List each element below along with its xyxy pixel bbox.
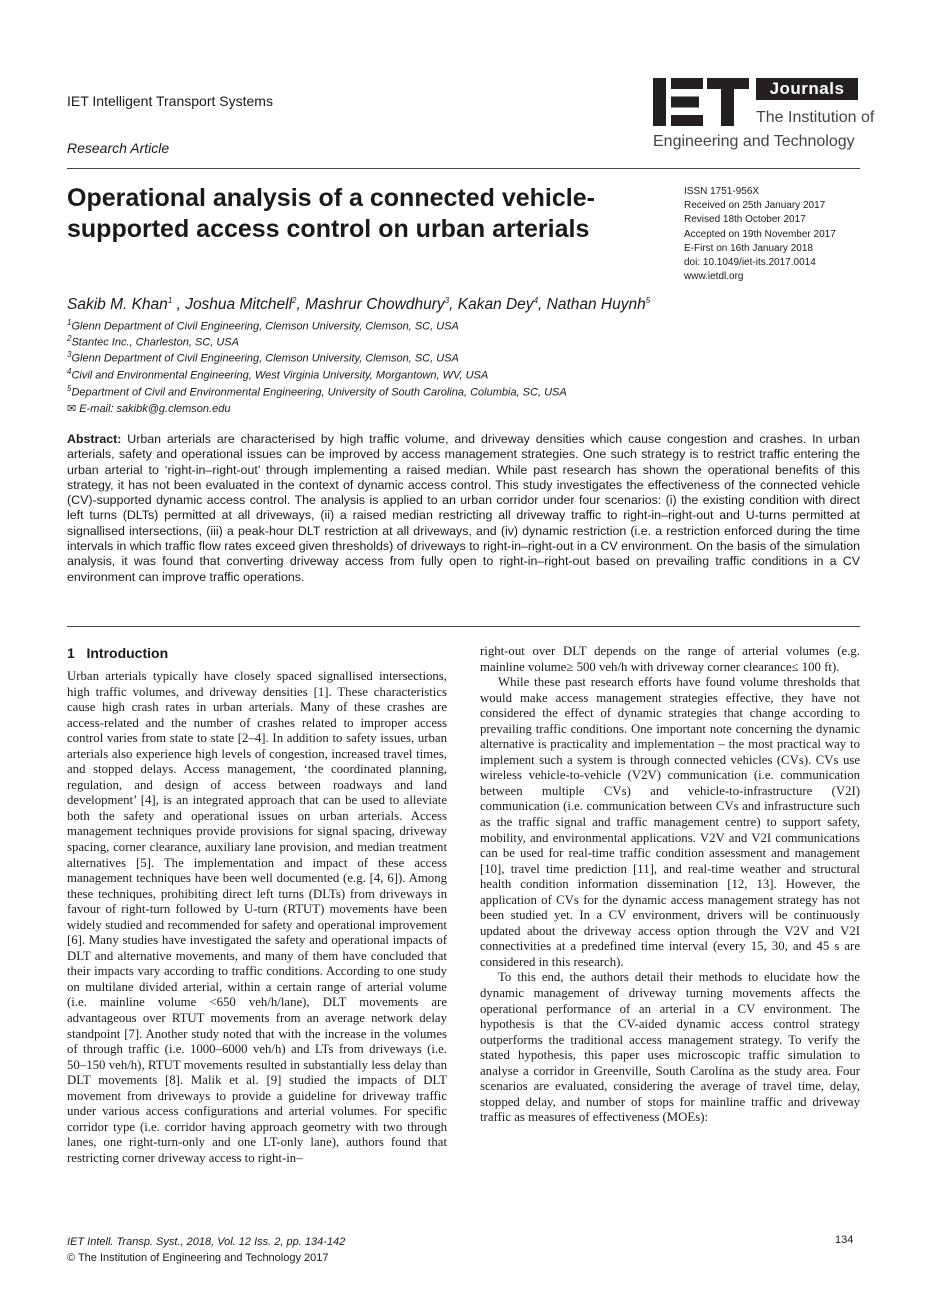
paragraph: right-out over DLT depends on the range of arterial volumes (e.g. mainline volume≥ 500 veh/h with driveway corner clearance≤ 100 ft). <box>480 644 860 674</box>
author-separator: , <box>172 296 186 314</box>
iet-journals-logo <box>653 76 875 156</box>
affiliation-text: Department of Civil and Environmental Engineering, University of South Carolina, Columbia, SC, USA <box>71 386 567 399</box>
received-date: Received on 25th January 2017 <box>684 200 826 212</box>
top-divider <box>67 168 860 169</box>
author-affiliation-mark: 1 <box>167 296 173 305</box>
right-text-column <box>480 644 860 1126</box>
author-name: Kakan Dey <box>457 296 534 314</box>
affiliation-number: 2 <box>67 334 72 343</box>
revised-date: Revised 18th October 2017 <box>684 214 806 226</box>
affiliation-text: Stantec Inc., Charleston, SC, USA <box>71 336 239 349</box>
author-name: Mashrur Chowdhury <box>305 296 445 314</box>
author-affiliation-mark: 5 <box>645 296 651 305</box>
affiliation-line <box>67 367 488 382</box>
email-address[interactable]: E-mail: sakibk@g.clemson.edu <box>79 403 231 415</box>
author-list <box>67 296 650 314</box>
issn: ISSN 1751-956X <box>684 186 760 197</box>
article-type: Research Article <box>67 140 170 156</box>
affiliation-line <box>67 334 239 349</box>
logo-engineering-line: Engineering and Technology <box>653 133 855 150</box>
iet-logo-mark <box>653 78 749 126</box>
footer <box>67 1234 345 1266</box>
affiliation-number: 3 <box>67 350 72 359</box>
journals-badge: Journals <box>756 78 858 100</box>
affiliation-number: 4 <box>67 367 72 376</box>
section-heading <box>67 645 168 661</box>
email-line <box>67 402 230 415</box>
website-link[interactable]: www.ietdl.org <box>684 271 744 283</box>
author-name: Joshua Mitchell <box>185 296 293 314</box>
page-number: 134 <box>835 1234 854 1246</box>
section-title: Introduction <box>86 645 169 661</box>
affiliation-line <box>67 318 459 333</box>
left-text-column <box>67 669 447 1167</box>
abstract-divider <box>67 626 860 627</box>
abstract-text: Urban arterials are characterised by high traffic volume, and driveway densities which cause congestion and crashes. In urban arterials, safety and operational issues can be improved by access management strategies. One such strategy is to restrict traffic entering the urban arterial to ‘right-in–right-out’ through implementing a raised median. While past research has shown the operational benefits of this strategy, it has not been evaluated in the context of dynamic access control. This study investigates the effectiveness of the connected vehicle (CV)-supported dynamic access control. The analysis is applied to an urban corridor under four scenarios: (i) the existing condition with direct left turns (DLTs) permitted at all driveways, (ii) a raised median restricting all driveway traffic to right-in–right-out and U-turns permitted at signallised intersections, (iii) a peak-hour DLT restriction at all driveways, and (iv) dynamic restriction (i.e. a restriction enforced during the time intervals in which traffic flow rates exceed given thresholds) of driveways to right-in–right-out in a CV environment. On the basis of the simulation analysis, it was found that converting driveway access from fully open to right-in–right-out based on prevailing traffic conditions in a CV environment can improve traffic operations. <box>67 432 860 584</box>
author-separator: , <box>538 296 547 314</box>
affiliation-number: 1 <box>67 318 72 327</box>
footer-copyright: © The Institution of Engineering and Technology 2017 <box>67 1252 329 1264</box>
affiliation-number: 5 <box>67 384 72 393</box>
author-affiliation-mark: 4 <box>533 296 539 305</box>
paragraph: Urban arterials typically have closely spaced signallised intersections, high traffic volumes, and driveway densities [1]. These characteristics cause high crash rates in urban arterials. Many of these crashes are access-related and the number of crashes related to improper access control varies from state to state [2–4]. In addition to safety issues, urban arterials also experience high levels of congestion, increased travel times, and stopped delays. Access management, ‘the coordinated planning, regulation, and design of access between roadways and land development’ [4], is an integrated approach that can be used to alleviate both the safety and operational issues on urban arterials. Access management techniques provide provisions for signal spacing, driveway spacing, corner clearance, auxiliary lane provision, and median treatment alternatives [5]. The implementation and impact of these access management techniques have been well documented (e.g. [4, 6]). Among these techniques, prohibiting direct left turns (DLTs) from driveways in favour of right-turn followed by U-turn (RTUT) movements have been widely studied and recommended for safety and operational improvement [6]. Many studies have investigated the safety and operational impacts of DLT and alternative movements, and many of them have concluded that their impacts vary according to traffic conditions. According to one study on multilane divided arterial, within a certain range of arterial volume (i.e. mainline volume <650 veh/h/lane), DLT movements are advantageous over RTUT movements from an average network delay standpoint [7]. Another study noted that with the increase in the volumes of through traffic (i.e. 1000–6000 veh/h) and LTs from driveways (i.e. 50–150 veh/h), RTUT movements resulted in substantially less delay than DLT movements [8]. Malik et al. [9] studied the impacts of DLT movement from driveways to provide a guideline for driveway traffic under various access configurations and arterial volumes. For specific corridor type (i.e. corridor having approach geometry with two through lanes, one right-turn-only and one LT-only lane), authors found that restricting corner driveway access to right-in– <box>67 669 447 1165</box>
logo-institution-line: The Institution of <box>756 109 875 126</box>
author-name: Nathan Huynh <box>546 296 646 314</box>
affiliation-text: Glenn Department of Civil Engineering, Clemson University, Clemson, SC, USA <box>71 352 459 365</box>
affiliation-line <box>67 384 567 399</box>
doi-link[interactable]: doi: 10.1049/iet-its.2017.0014 <box>684 257 816 269</box>
envelope-icon: ✉ <box>67 403 80 415</box>
accepted-date: Accepted on 19th November 2017 <box>684 228 836 240</box>
section-number: 1 <box>67 645 75 661</box>
author-separator: , <box>296 296 306 314</box>
author-affiliation-mark: 3 <box>444 296 450 305</box>
paragraph: To this end, the authors detail their methods to elucidate how the dynamic management of driveway turning movements affects the operational performance of an arterial in a CV environment. The hypothesis is that the CV-aided dynamic access control strategy outperforms the traditional access management strategy. To verify the stated hypothesis, this paper uses microscopic traffic simulation to analyse a corridor in Greenville, South Carolina as the study area. Four scenarios are evaluated, considering the average of travel time, delay, stopped delay, and number of stops for mainline traffic and driveway traffic as measures of effectiveness (MOEs): <box>480 970 860 1125</box>
author-name: Sakib M. Khan <box>67 296 168 314</box>
footer-citation: IET Intell. Transp. Syst., 2018, Vol. 12 Iss. 2, pp. 134-142 <box>67 1236 346 1248</box>
author-separator: , <box>449 296 458 314</box>
abstract <box>67 432 860 585</box>
affiliation-text: Civil and Environmental Engineering, West Virginia University, Morgantown, WV, USA <box>71 369 489 382</box>
paragraph: While these past research efforts have found volume thresholds that would make access management strategies effective, they have not considered the effect of dynamic strategies that change according to prevailing traffic conditions. One important note concerning the dynamic alternative is practicality and implementation – the most practical way to implement such a system is through connected vehicles (CVs). CVs use wireless vehicle-to-vehicle (V2V) communication (i.e. communication between multiple CVs) and vehicle-to-infrastructure (V2I) communication (i.e. communication between CVs and infrastructure such as the traffic signal and traffic management centre) to support safety, mobility, and environmental applications. V2V and V2I communications can be used for real-time traffic condition assessment and management [10], travel time prediction [11], and real-time weather and structural health condition information dissemination [12, 13]. However, the application of CVs for the dynamic access management strategy has not been studied yet. In a CV environment, drivers will be continuously updated about the driveway access option through the V2V and V2I connectivities at a predefined time interval (every 15, 30, and 45 s are considered in this research). <box>480 675 860 969</box>
journal-name: IET Intelligent Transport Systems <box>67 93 273 109</box>
efirst-date: E-First on 16th January 2018 <box>684 242 813 254</box>
affiliation-line <box>67 350 459 365</box>
paper-title: Operational analysis of a connected vehicle-supported access control on urban arterials <box>67 184 595 243</box>
author-affiliation-mark: 2 <box>292 296 297 305</box>
publication-metadata <box>684 185 836 284</box>
abstract-label: Abstract: <box>67 432 122 446</box>
affiliation-text: Glenn Department of Civil Engineering, Clemson University, Clemson, SC, USA <box>71 320 459 333</box>
